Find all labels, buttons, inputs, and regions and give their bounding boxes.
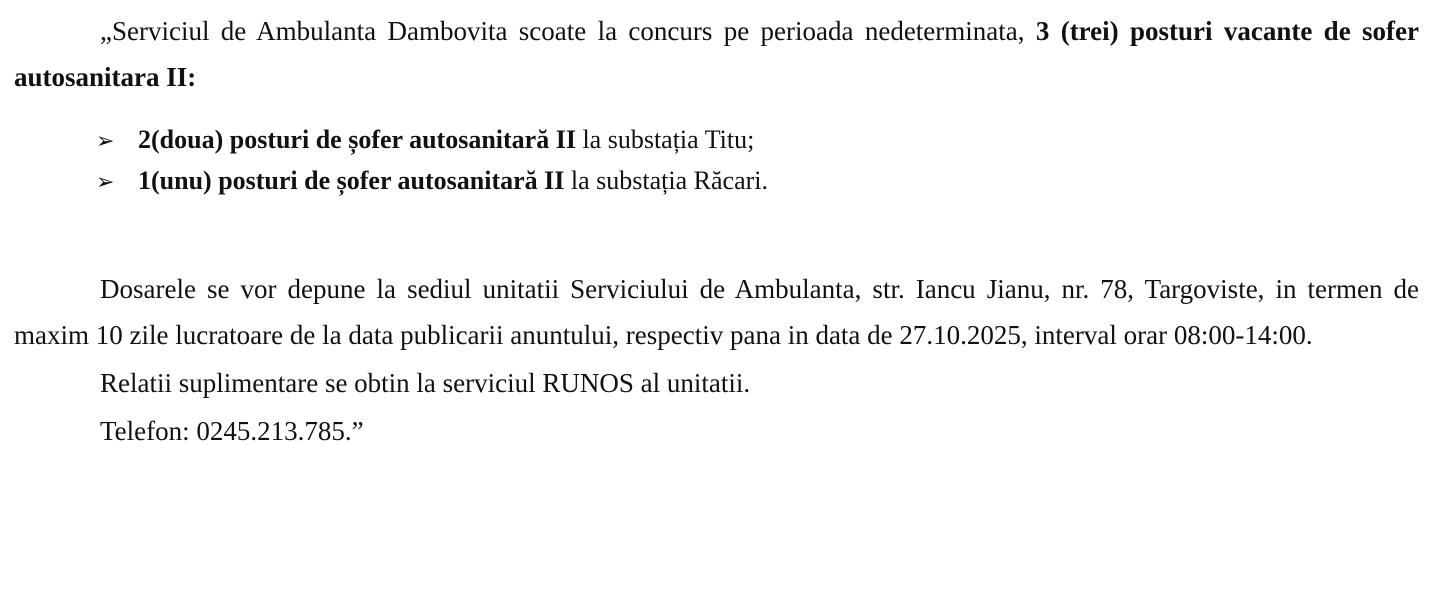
list-item-rest: la substația Răcari. (564, 166, 769, 195)
list-item-rest: la substația Titu; (575, 125, 755, 154)
list-item-text (138, 161, 1441, 201)
list-item-bold: 2(doua) posturi de șofer autosanitară II (138, 125, 576, 154)
intro-paragraph (0, 0, 1441, 100)
list-item-text (138, 120, 1441, 160)
arrow-bullet-icon: ➢ (96, 169, 115, 194)
bullet-list (0, 120, 1441, 202)
paragraph-spacer (0, 202, 1441, 248)
list-item (96, 161, 1441, 202)
quote-open: „ (100, 16, 112, 46)
intro-bold-text: 3 (trei) posturi vacante de sofer autosanitara II: (14, 16, 1419, 92)
list-item-bold: 1(unu) posturi de șofer autosanitară II (138, 166, 565, 195)
body-paragraph-1: Dosarele se vor depune la sediul unitatii Serviciului de Ambulanta, str. Iancu Jianu, nr. 78, Targoviste, in termen de maxim 10 zile lucratoare de la data publicarii anuntului, respectiv pana in data de 27.10.2025, interval orar 08:00-14:00. (14, 274, 1419, 350)
list-item (96, 120, 1441, 161)
intro-text: Serviciul de Ambulanta Dambovita scoate la concurs pe perioada nedeterminata, (111, 16, 1036, 46)
body-paragraph-3: Telefon: 0245.213.785.” (100, 416, 364, 446)
body-paragraph-2: Relatii suplimentare se obtin la serviciul RUNOS al unitatii. (100, 368, 751, 398)
arrow-bullet-icon: ➢ (96, 128, 115, 153)
